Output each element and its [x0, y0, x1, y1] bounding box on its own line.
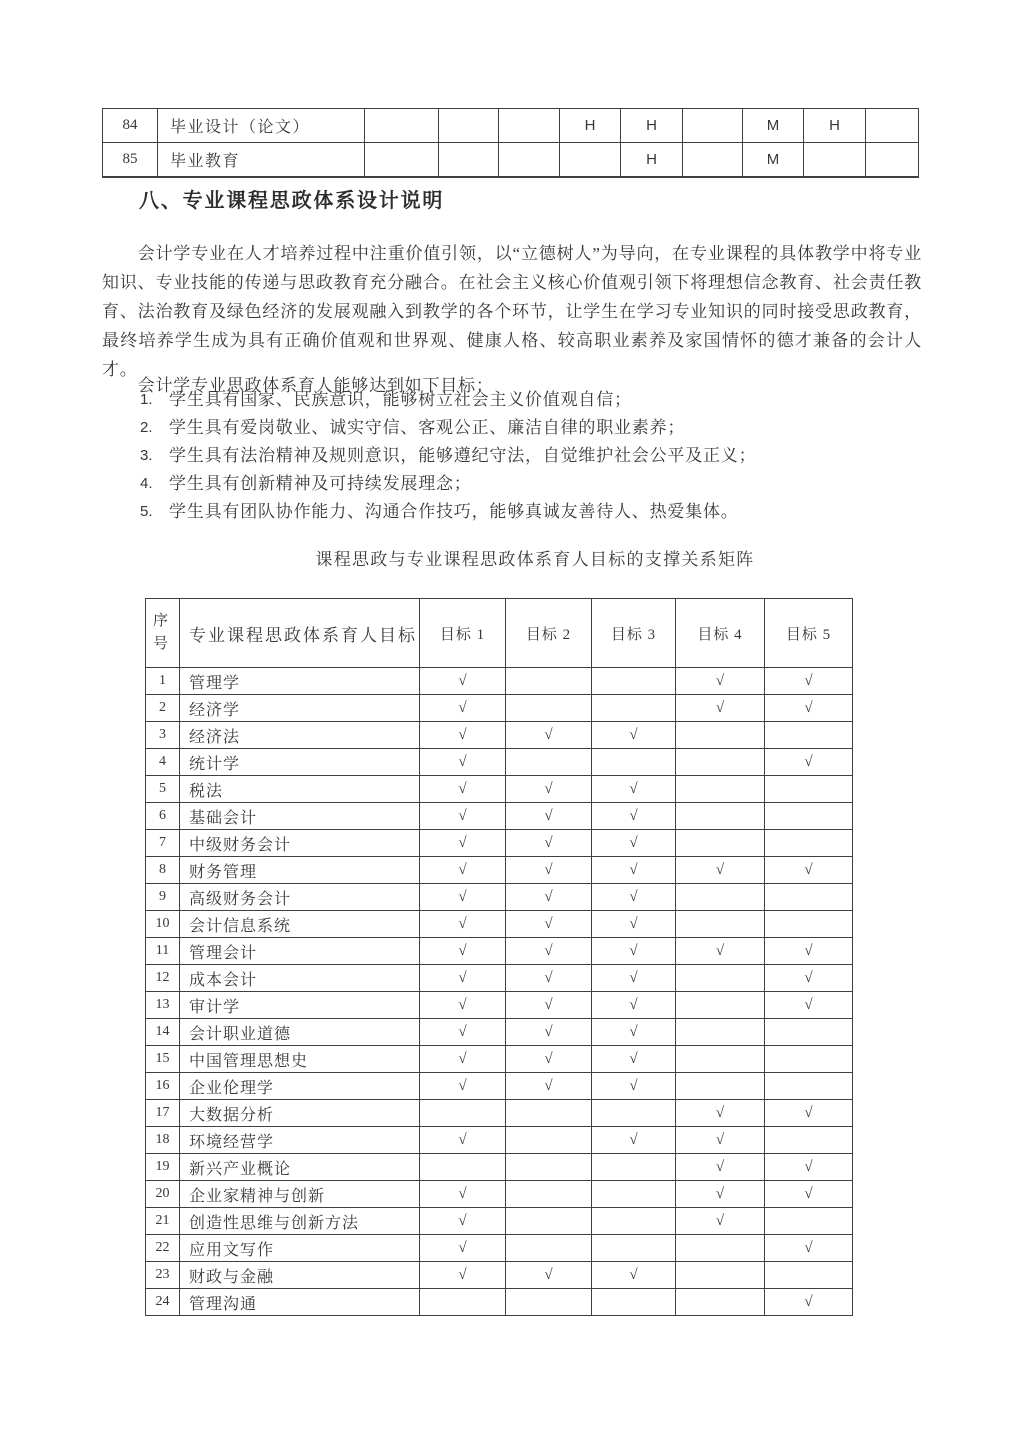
check-mark: √ [420, 1262, 506, 1289]
course-name: 基础会计 [180, 803, 420, 830]
empty-cell [676, 749, 765, 776]
empty-cell [765, 1262, 853, 1289]
check-mark: √ [676, 1154, 765, 1181]
course-name: 毕业教育 [158, 143, 365, 177]
empty-cell [765, 884, 853, 911]
row-number: 19 [146, 1154, 180, 1181]
col-header-goal: 目标 2 [506, 599, 592, 668]
empty-cell [592, 1235, 676, 1262]
course-row [103, 109, 919, 143]
empty-cell [506, 1100, 592, 1127]
check-mark: √ [765, 965, 853, 992]
row-number: 3 [146, 722, 180, 749]
goal-text: 学生具有爱岗敬业、诚实守信、客观公正、廉洁自律的职业素养； [169, 418, 686, 437]
check-mark: √ [676, 668, 765, 695]
check-mark: √ [420, 776, 506, 803]
check-mark: √ [420, 1019, 506, 1046]
check-mark: √ [592, 992, 676, 1019]
check-mark: √ [592, 938, 676, 965]
goal-number: 4. [140, 475, 153, 492]
check-mark: √ [765, 668, 853, 695]
check-mark: √ [676, 938, 765, 965]
check-mark: √ [765, 1154, 853, 1181]
check-mark: √ [765, 1235, 853, 1262]
check-mark: √ [592, 1019, 676, 1046]
support-matrix-table [145, 598, 853, 1316]
check-mark: √ [592, 803, 676, 830]
matrix-row [146, 749, 853, 776]
check-mark: √ [506, 1019, 592, 1046]
empty-cell [676, 1046, 765, 1073]
row-number: 16 [146, 1073, 180, 1100]
goal-item [140, 442, 924, 470]
empty-cell [676, 1019, 765, 1046]
matrix-row [146, 830, 853, 857]
matrix-row [146, 695, 853, 722]
matrix-row [146, 1154, 853, 1181]
check-mark: √ [592, 884, 676, 911]
course-name: 审计学 [180, 992, 420, 1019]
empty-cell [765, 1127, 853, 1154]
empty-cell [866, 109, 919, 143]
empty-cell [592, 1289, 676, 1316]
course-name: 新兴产业概论 [180, 1154, 420, 1181]
matrix-row [146, 1046, 853, 1073]
empty-cell [676, 911, 765, 938]
empty-cell [506, 1208, 592, 1235]
empty-cell [506, 695, 592, 722]
matrix-row [146, 992, 853, 1019]
row-number: 7 [146, 830, 180, 857]
course-row [103, 143, 919, 177]
empty-cell [676, 1235, 765, 1262]
check-mark: √ [506, 965, 592, 992]
course-name: 成本会计 [180, 965, 420, 992]
matrix-header-row [146, 599, 853, 668]
row-number: 22 [146, 1235, 180, 1262]
check-mark: √ [676, 1100, 765, 1127]
check-mark: √ [420, 938, 506, 965]
check-mark: √ [765, 695, 853, 722]
course-number: 84 [103, 109, 158, 143]
matrix-row [146, 668, 853, 695]
course-name: 创造性思维与创新方法 [180, 1208, 420, 1235]
row-number: 12 [146, 965, 180, 992]
check-mark: √ [765, 857, 853, 884]
row-number: 9 [146, 884, 180, 911]
matrix-row [146, 1073, 853, 1100]
row-number: 20 [146, 1181, 180, 1208]
empty-cell [676, 1262, 765, 1289]
check-mark: √ [420, 803, 506, 830]
empty-cell [765, 1073, 853, 1100]
goal-text: 学生具有法治精神及规则意识，能够遵纪守法，自觉维护社会公平及正义； [169, 446, 757, 465]
check-mark: √ [420, 857, 506, 884]
row-number: 5 [146, 776, 180, 803]
goal-item [140, 414, 924, 442]
check-mark: √ [506, 857, 592, 884]
check-mark: √ [420, 965, 506, 992]
check-mark: √ [420, 884, 506, 911]
support-level-mark: H [621, 109, 683, 143]
course-name: 毕业设计（论文） [158, 109, 365, 143]
support-level-mark: H [804, 109, 866, 143]
check-mark: √ [506, 776, 592, 803]
check-mark: √ [420, 1073, 506, 1100]
goal-text: 学生具有国家、民族意识，能够树立社会主义价值观自信； [169, 390, 632, 409]
empty-cell [592, 749, 676, 776]
check-mark: √ [676, 695, 765, 722]
empty-cell [765, 803, 853, 830]
matrix-row [146, 965, 853, 992]
matrix-row [146, 884, 853, 911]
matrix-title: 课程思政与专业课程思政体系育人目标的支撑关系矩阵 [315, 550, 755, 569]
matrix-row [146, 1181, 853, 1208]
goal-number: 2. [140, 419, 153, 436]
col-header-goal: 目标 4 [676, 599, 765, 668]
empty-cell [506, 1154, 592, 1181]
course-name: 企业伦理学 [180, 1073, 420, 1100]
goal-text: 学生具有团队协作能力、沟通合作技巧，能够真诚友善待人、热爱集体。 [169, 502, 739, 521]
check-mark: √ [420, 722, 506, 749]
support-level-mark: H [621, 143, 683, 177]
empty-cell [765, 911, 853, 938]
empty-cell [592, 668, 676, 695]
check-mark: √ [592, 1046, 676, 1073]
check-mark: √ [592, 722, 676, 749]
matrix-row [146, 1127, 853, 1154]
empty-cell [506, 749, 592, 776]
course-name: 经济法 [180, 722, 420, 749]
empty-cell [506, 1235, 592, 1262]
course-name: 应用文写作 [180, 1235, 420, 1262]
row-number: 24 [146, 1289, 180, 1316]
check-mark: √ [506, 938, 592, 965]
empty-cell [560, 143, 621, 177]
course-name: 管理会计 [180, 938, 420, 965]
check-mark: √ [420, 911, 506, 938]
check-mark: √ [420, 830, 506, 857]
course-name: 中国管理思想史 [180, 1046, 420, 1073]
row-number: 8 [146, 857, 180, 884]
empty-cell [420, 1100, 506, 1127]
check-mark: √ [592, 911, 676, 938]
course-name: 经济学 [180, 695, 420, 722]
goal-number: 5. [140, 503, 153, 520]
check-mark: √ [676, 857, 765, 884]
matrix-row [146, 1100, 853, 1127]
matrix-row [146, 911, 853, 938]
empty-cell [676, 776, 765, 803]
matrix-row [146, 938, 853, 965]
course-name: 中级财务会计 [180, 830, 420, 857]
col-header-no: 序号 [146, 599, 180, 668]
empty-cell [676, 965, 765, 992]
empty-cell [676, 992, 765, 1019]
goal-item [140, 470, 924, 498]
course-name: 会计职业道德 [180, 1019, 420, 1046]
support-level-mark: H [560, 109, 621, 143]
row-number: 6 [146, 803, 180, 830]
row-number: 1 [146, 668, 180, 695]
check-mark: √ [506, 1262, 592, 1289]
course-name: 大数据分析 [180, 1100, 420, 1127]
intro-paragraph: 会计学专业在人才培养过程中注重价值引领，以“立德树人”为导向，在专业课程的具体教学中将专业知识、专业技能的传递与思政教育充分融合。在社会主义核心价值观引领下将理想信念教育、社会责任教育、法治教育及绿色经济的发展观融入到教学的各个环节，让学生在学习专业知识的同时接受思政教育，最终培养学生成为具有正确价值观和世界观、健康人格、较高职业素养及家国情怀的德才兼备的会计人才。 [102, 244, 922, 379]
check-mark: √ [676, 1208, 765, 1235]
empty-cell [765, 722, 853, 749]
check-mark: √ [420, 1235, 506, 1262]
empty-cell [592, 1208, 676, 1235]
empty-cell [866, 143, 919, 177]
empty-cell [592, 1181, 676, 1208]
goal-text: 学生具有创新精神及可持续发展理念； [169, 474, 472, 493]
check-mark: √ [506, 1073, 592, 1100]
empty-cell [676, 722, 765, 749]
empty-cell [676, 884, 765, 911]
empty-cell [499, 109, 560, 143]
course-name: 统计学 [180, 749, 420, 776]
check-mark: √ [592, 857, 676, 884]
goal-number: 1. [140, 391, 153, 408]
course-support-tail-table [102, 108, 919, 178]
check-mark: √ [592, 1073, 676, 1100]
empty-cell [499, 143, 560, 177]
empty-cell [592, 1100, 676, 1127]
empty-cell [765, 1046, 853, 1073]
row-number: 2 [146, 695, 180, 722]
col-header-goal: 目标 1 [420, 599, 506, 668]
empty-cell [506, 1127, 592, 1154]
row-number: 10 [146, 911, 180, 938]
check-mark: √ [676, 1127, 765, 1154]
check-mark: √ [765, 749, 853, 776]
empty-cell [676, 1289, 765, 1316]
empty-cell [683, 109, 743, 143]
col-header-goal: 目标 3 [592, 599, 676, 668]
check-mark: √ [506, 830, 592, 857]
row-number: 11 [146, 938, 180, 965]
check-mark: √ [765, 992, 853, 1019]
course-name: 管理学 [180, 668, 420, 695]
empty-cell [676, 830, 765, 857]
empty-cell [765, 776, 853, 803]
row-number: 23 [146, 1262, 180, 1289]
row-number: 21 [146, 1208, 180, 1235]
course-number: 85 [103, 143, 158, 177]
check-mark: √ [420, 1208, 506, 1235]
goal-item [140, 498, 924, 526]
matrix-row [146, 803, 853, 830]
matrix-row [146, 722, 853, 749]
check-mark: √ [765, 938, 853, 965]
empty-cell [365, 109, 439, 143]
empty-cell [765, 1019, 853, 1046]
empty-cell [439, 143, 499, 177]
matrix-row [146, 776, 853, 803]
check-mark: √ [592, 776, 676, 803]
check-mark: √ [420, 1181, 506, 1208]
check-mark: √ [506, 911, 592, 938]
matrix-row [146, 1235, 853, 1262]
check-mark: √ [676, 1181, 765, 1208]
course-name: 环境经营学 [180, 1127, 420, 1154]
check-mark: √ [506, 722, 592, 749]
col-header-goal: 目标 5 [765, 599, 853, 668]
goals-intro: 会计学专业思政体系育人能够达到如下目标： [137, 376, 494, 395]
empty-cell [804, 143, 866, 177]
empty-cell [420, 1289, 506, 1316]
empty-cell [676, 1073, 765, 1100]
check-mark: √ [506, 992, 592, 1019]
empty-cell [439, 109, 499, 143]
row-number: 17 [146, 1100, 180, 1127]
empty-cell [765, 1208, 853, 1235]
matrix-row [146, 857, 853, 884]
empty-cell [592, 1154, 676, 1181]
course-name: 高级财务会计 [180, 884, 420, 911]
empty-cell [506, 668, 592, 695]
matrix-row [146, 1019, 853, 1046]
empty-cell [365, 143, 439, 177]
check-mark: √ [506, 884, 592, 911]
empty-cell [420, 1154, 506, 1181]
course-name: 管理沟通 [180, 1289, 420, 1316]
check-mark: √ [420, 695, 506, 722]
row-number: 14 [146, 1019, 180, 1046]
empty-cell [676, 803, 765, 830]
check-mark: √ [765, 1100, 853, 1127]
col-header-name: 专业课程思政体系育人目标 [180, 599, 420, 668]
matrix-row [146, 1262, 853, 1289]
goal-item [140, 386, 924, 414]
check-mark: √ [765, 1289, 853, 1316]
support-level-mark: M [743, 143, 804, 177]
check-mark: √ [592, 965, 676, 992]
check-mark: √ [592, 1262, 676, 1289]
row-number: 4 [146, 749, 180, 776]
row-number: 15 [146, 1046, 180, 1073]
empty-cell [506, 1181, 592, 1208]
row-number: 18 [146, 1127, 180, 1154]
check-mark: √ [506, 1046, 592, 1073]
course-name: 会计信息系统 [180, 911, 420, 938]
check-mark: √ [420, 1127, 506, 1154]
empty-cell [765, 830, 853, 857]
goals-list [140, 386, 924, 526]
empty-cell [683, 143, 743, 177]
check-mark: √ [506, 803, 592, 830]
section-heading: 八、专业课程思政体系设计说明 [139, 190, 445, 212]
empty-cell [592, 695, 676, 722]
check-mark: √ [765, 1181, 853, 1208]
check-mark: √ [420, 992, 506, 1019]
course-name: 财务管理 [180, 857, 420, 884]
course-name: 财政与金融 [180, 1262, 420, 1289]
course-name: 企业家精神与创新 [180, 1181, 420, 1208]
matrix-row [146, 1208, 853, 1235]
matrix-row [146, 1289, 853, 1316]
row-number: 13 [146, 992, 180, 1019]
empty-cell [506, 1289, 592, 1316]
check-mark: √ [420, 1046, 506, 1073]
support-level-mark: M [743, 109, 804, 143]
check-mark: √ [592, 1127, 676, 1154]
check-mark: √ [592, 830, 676, 857]
check-mark: √ [420, 749, 506, 776]
course-name: 税法 [180, 776, 420, 803]
goal-number: 3. [140, 447, 153, 464]
check-mark: √ [420, 668, 506, 695]
